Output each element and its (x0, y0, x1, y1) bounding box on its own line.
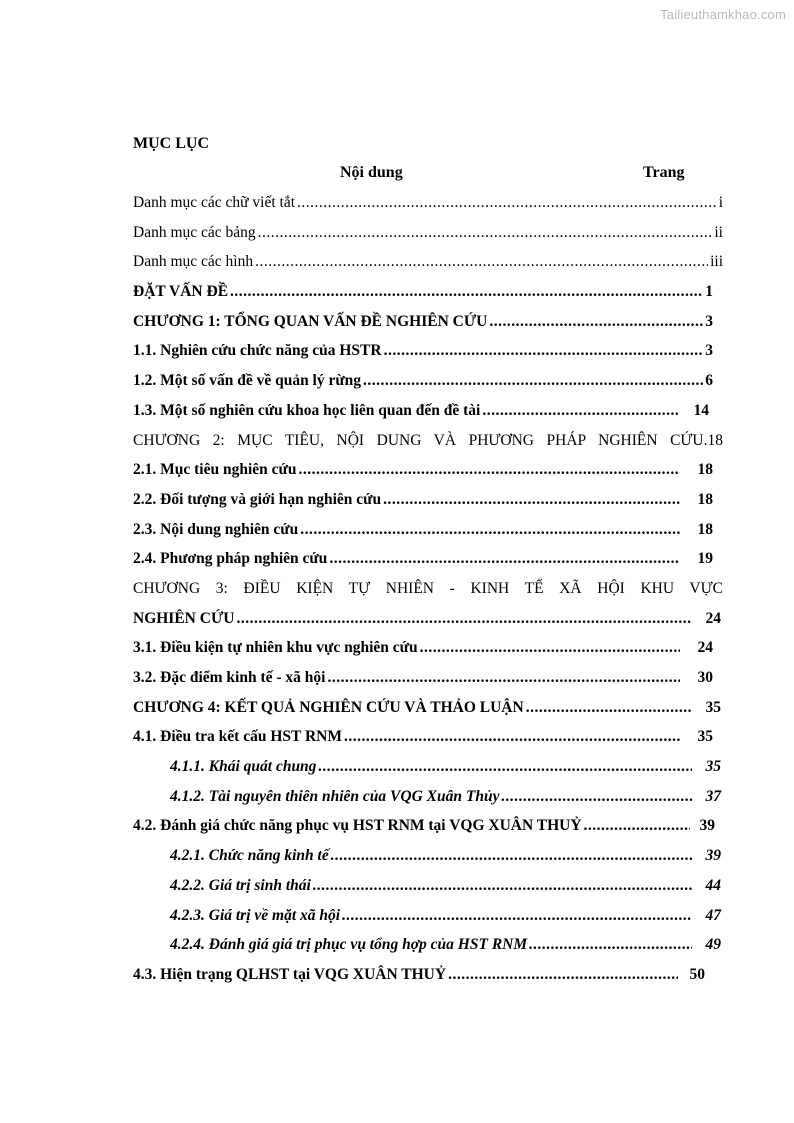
toc-entry-page: 3 (705, 342, 713, 360)
toc-entry-leader (313, 871, 692, 901)
toc-entry (133, 426, 723, 456)
toc-entry (133, 930, 723, 960)
toc-entry-page: 18 (697, 520, 713, 538)
toc-entry-leader (331, 841, 692, 871)
toc-entry (133, 604, 723, 634)
toc-entry-label: 1.2. Một số vấn đề về quản lý rừng (133, 372, 362, 390)
toc-entry-page: 35 (697, 728, 713, 746)
toc-entry-label: Danh mục các bảng (133, 223, 256, 241)
toc-header-content: Nội dung (340, 164, 403, 181)
toc-entry-page: 24 (705, 609, 721, 627)
toc-entry-leader (258, 218, 713, 248)
toc-entry-page: 14 (693, 401, 709, 419)
toc-entry-leader (344, 722, 680, 752)
toc-entry (133, 544, 723, 574)
toc-entry-page: 39 (699, 817, 715, 835)
toc-header (133, 157, 723, 188)
toc-entry (133, 485, 723, 515)
toc-entry-label: 2.1. Mục tiêu nghiên cứu (133, 461, 297, 479)
toc-entry-leader (255, 247, 708, 277)
toc-entry (133, 752, 723, 782)
toc-entry-label: 3.2. Đặc điểm kinh tế - xã hội (133, 669, 326, 686)
toc-entry (133, 515, 723, 545)
toc-entry-leader (584, 811, 690, 841)
toc-entry (133, 336, 723, 366)
toc-entry-label: 4.2.1. Chức năng kinh tế (170, 847, 329, 865)
toc-entry-label: CHƯƠNG 2: MỤC TIÊU, NỘI DUNG VÀ PHƯƠNG PHÁP NGHIÊN CỨU.18 (133, 431, 723, 449)
toc-entry (133, 574, 723, 604)
toc-entry-page: 1 (705, 283, 713, 301)
toc-entry-page: 35 (705, 758, 721, 776)
toc-entry-label: 2.3. Nội dung nghiên cứu (133, 520, 299, 538)
toc-entry-page: 3 (705, 312, 713, 330)
toc-entry-label: 4.1.2. Tài nguyên thiên nhiên của VQG Xuân Thủy (170, 787, 500, 805)
toc-entry-page: 47 (705, 906, 721, 924)
toc-entry (133, 396, 723, 426)
toc-entry-label: ĐẶT VẤN ĐỀ (133, 283, 229, 301)
toc-title: MỤC LỤC (133, 135, 209, 152)
toc-entry (133, 960, 723, 990)
toc-entry-label: NGHIÊN CỨU (133, 609, 235, 627)
toc-entry-label: 2.2. Đối tượng và giới hạn nghiên cứu (133, 490, 382, 508)
toc-entry-leader (384, 336, 704, 366)
toc-entry-page: i (718, 194, 723, 211)
toc-entry-page: 24 (697, 639, 713, 657)
toc-entry-leader (420, 633, 680, 663)
toc-entry-leader (383, 485, 679, 515)
toc-entry (133, 277, 723, 307)
toc-entry-label: Danh mục các hình (133, 253, 254, 271)
toc-entry-page: 49 (705, 936, 721, 954)
toc-entry-label: 4.1.1. Khái quát chung (170, 758, 317, 776)
toc-entry-leader (297, 188, 717, 218)
toc-entry-label: 4.1. Điều tra kết cấu HST RNM (133, 728, 342, 746)
toc-entry (133, 722, 723, 752)
toc-entry (133, 633, 723, 663)
toc-entry-label: CHƯƠNG 3: ĐIỀU KIỆN TỰ NHIÊN - KINH TẾ XÃ HỘI KHU VỰC (133, 579, 723, 597)
toc-entry-label: Danh mục các chữ viết tắt (133, 194, 296, 211)
toc-entry (133, 901, 723, 931)
table-of-contents (133, 130, 723, 990)
toc-entry-page: ii (714, 223, 723, 241)
toc-entry-page: 50 (689, 965, 705, 983)
toc-entry-page: 30 (697, 669, 713, 686)
toc-entry-leader (363, 366, 703, 396)
toc-entry-leader (298, 455, 679, 485)
toc-entry-leader (482, 396, 679, 426)
toc-entry-label: 1.3. Một số nghiên cứu khoa học liên quan đến đề tài (133, 401, 481, 419)
toc-entry-page: 44 (705, 876, 721, 894)
toc-entry (133, 811, 723, 841)
toc-entry-page: 18 (697, 461, 713, 479)
toc-entry-label: 1.1. Nghiên cứu chức năng của HSTR (133, 342, 382, 360)
toc-entry-leader (501, 782, 691, 812)
toc-entry-page: 6 (705, 372, 713, 390)
toc-entry (133, 307, 723, 337)
toc-entry-label: 4.2. Đánh giá chức năng phục vụ HST RNM tại VQG XUÂN THUỶ (133, 817, 582, 835)
toc-entry-leader (526, 693, 692, 723)
toc-entry-leader (300, 515, 679, 545)
toc-entry-leader (489, 307, 703, 337)
toc-entry (133, 455, 723, 485)
toc-entry-leader (342, 901, 691, 931)
watermark-text: Tailieuthamkhao.com (660, 7, 786, 22)
toc-entry (133, 693, 723, 723)
toc-header-page: Trang (643, 164, 685, 181)
toc-entry-page: 39 (705, 847, 721, 865)
toc-entry (133, 871, 723, 901)
toc-entry-page: 19 (697, 550, 713, 568)
toc-entry-label: 2.4. Phương pháp nghiên cứu (133, 550, 328, 568)
toc-entry-leader (448, 960, 677, 990)
toc-entry (133, 247, 723, 277)
toc-entry-label: 4.3. Hiện trạng QLHST tại VQG XUÂN THUỶ (133, 965, 447, 983)
toc-entry-leader (230, 277, 703, 307)
toc-entry-label: CHƯƠNG 4: KẾT QUẢ NGHIÊN CỨU VÀ THẢO LUẬN (133, 698, 524, 716)
toc-entry-label: 4.2.3. Giá trị về mặt xã hội (170, 906, 341, 924)
toc-entry-leader (327, 663, 679, 693)
toc-entry-label: CHƯƠNG 1: TỔNG QUAN VẤN ĐỀ NGHIÊN CỨU (133, 312, 488, 330)
toc-entry (133, 782, 723, 812)
toc-entry-label: 4.2.2. Giá trị sinh thái (170, 876, 311, 894)
toc-entry (133, 841, 723, 871)
toc-entry-page: 35 (705, 698, 721, 716)
toc-entry-page: 37 (705, 787, 721, 805)
toc-entry-leader (236, 604, 691, 634)
toc-entry-page: 18 (697, 490, 713, 508)
toc-entry (133, 218, 723, 248)
toc-entry (133, 366, 723, 396)
toc-entry-leader (329, 544, 679, 574)
toc-entry (133, 663, 723, 693)
toc-entry-page: iii (710, 253, 723, 271)
toc-entry-label: 3.1. Điều kiện tự nhiên khu vực nghiên cứu (133, 639, 418, 657)
toc-entry-leader (529, 930, 691, 960)
toc-entry-label: 4.2.4. Đánh giá giá trị phục vụ tổng hợp của HST RNM (170, 936, 528, 954)
toc-entry-leader (318, 752, 691, 782)
toc-entry (133, 188, 723, 218)
